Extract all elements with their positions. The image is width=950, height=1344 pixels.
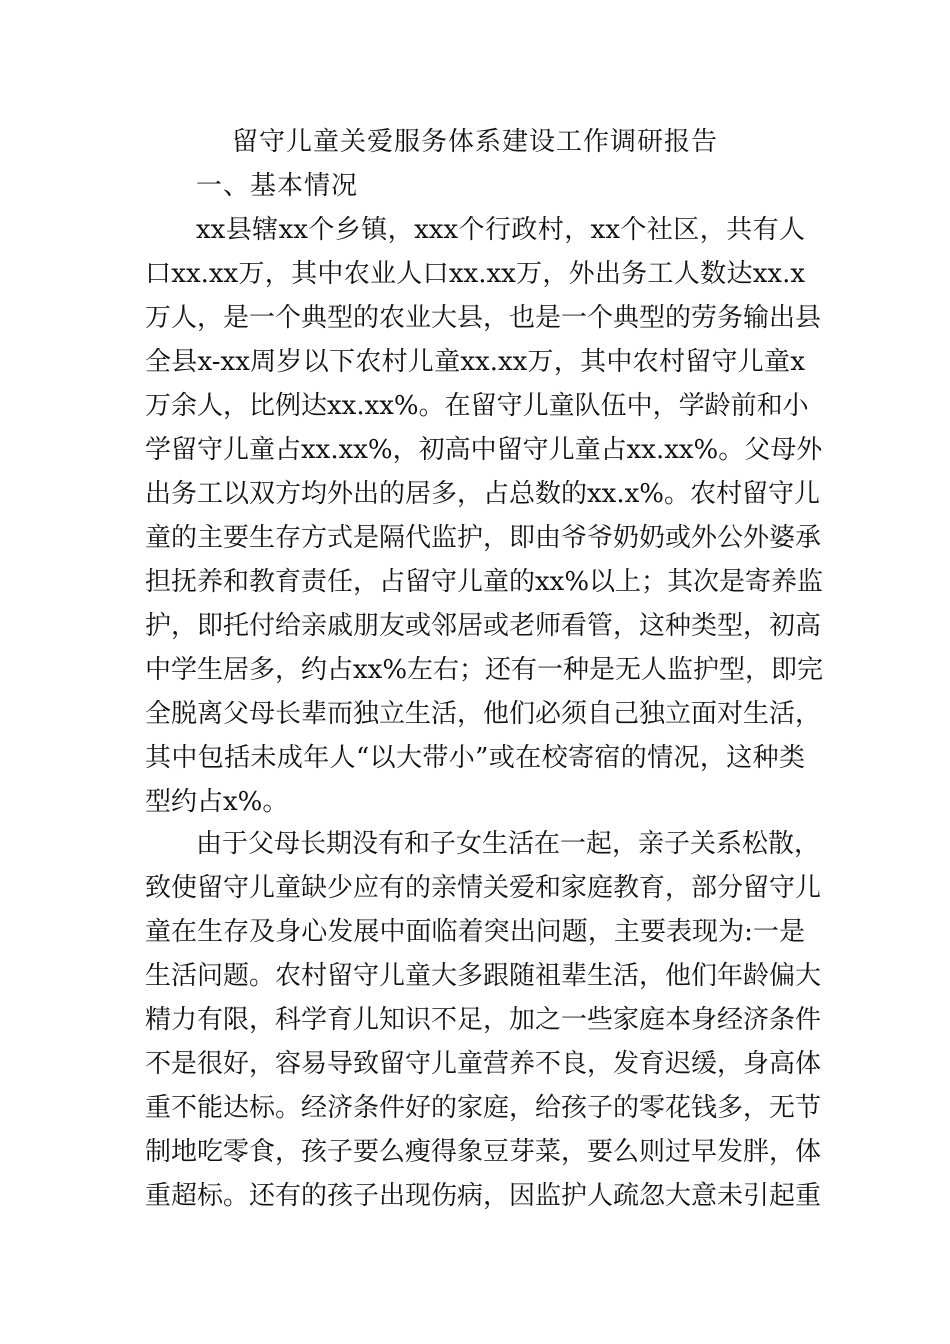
paragraph-line: 万余人，比例达xx.xx%。在留守儿童队伍中，学龄前和小: [145, 391, 809, 421]
paragraph-line: 型约占x%。: [145, 787, 289, 817]
paragraph-line: 其中包括未成年人“以大带小”或在校寄宿的情况，这种类: [145, 743, 805, 773]
paragraph-line: 重不能达标。经济条件好的家庭，给孩子的零花钱多，无节: [145, 1093, 822, 1123]
paragraph-line: 出务工以双方均外出的居多，占总数的xx.x%。农村留守儿: [145, 479, 820, 509]
paragraph-line: 全脱离父母长辈而独立生活，他们必须自己独立面对生活，: [145, 699, 822, 729]
paragraph-line: 童的主要生存方式是隔代监护，即由爷爷奶奶或外公外婆承: [145, 523, 822, 553]
paragraph-line: 不是很好，容易导致留守儿童营养不良，发育迟缓，身高体: [145, 1049, 822, 1079]
paragraph-line: 生活问题。农村留守儿童大多跟随祖辈生活，他们年龄偏大: [145, 961, 822, 991]
document-title: 留守儿童关爱服务体系建设工作调研报告: [231, 127, 718, 157]
paragraph-line: 重超标。还有的孩子出现伤病，因监护人疏忽大意未引起重: [145, 1181, 822, 1211]
paragraph-line: 制地吃零食，孩子要么瘦得象豆芽菜，要么则过早发胖，体: [145, 1137, 822, 1167]
paragraph-line: 全县x-xx周岁以下农村儿童xx.xx万，其中农村留守儿童x: [145, 347, 805, 377]
paragraph-line: 中学生居多，约占xx%左右；还有一种是无人监护型，即完: [145, 655, 824, 685]
paragraph-line: 万人，是一个典型的农业大县，也是一个典型的劳务输出县: [145, 303, 822, 333]
paragraph-line: 口xx.xx万，其中农业人口xx.xx万，外出务工人数达xx.x: [145, 259, 805, 289]
paragraph-line: xx县辖xx个乡镇，xxx个行政村，xx个社区，共有人: [196, 215, 805, 245]
paragraph-line: 童在生存及身心发展中面临着突出问题，主要表现为:一是: [145, 917, 805, 947]
paragraph-line: 由于父母长期没有和子女生活在一起，亲子关系松散，: [196, 829, 821, 859]
paragraph-line: 学留守儿童占xx.xx%，初高中留守儿童占xx.xx%。父母外: [145, 435, 823, 465]
section-heading: 一、基本情况: [196, 171, 359, 201]
paragraph-line: 担抚养和教育责任，占留守儿童的xx%以上；其次是寄养监: [145, 567, 824, 597]
paragraph-line: 精力有限，科学育儿知识不足，加之一些家庭本身经济条件: [145, 1005, 822, 1035]
paragraph-line: 致使留守儿童缺少应有的亲情关爱和家庭教育，部分留守儿: [145, 873, 822, 903]
paragraph-line: 护，即托付给亲戚朋友或邻居或老师看管，这种类型，初高: [145, 611, 822, 641]
